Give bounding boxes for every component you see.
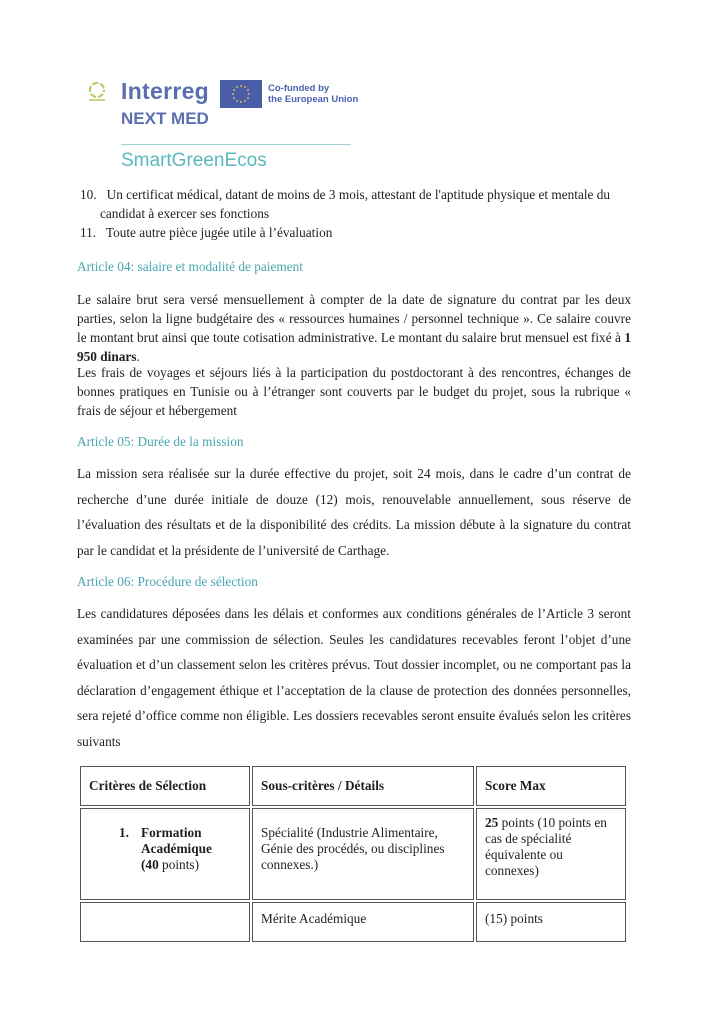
table-header-cell: Score Max [476,766,626,806]
score-cell: 25 points (10 points en cas de spécialité équivalente ou connexes) [476,808,626,900]
salary-amount: 1 950 dinars [77,330,631,364]
article-04-heading: Article 04: salaire et modalité de paiement [77,259,303,274]
table-row [80,902,626,942]
table-header-cell: Critères de Sélection [80,766,250,806]
list-item-continuation: candidat à exercer ses fonctions [100,206,270,221]
article-04-paragraph-1: Le salaire brut sera versé mensuellement à compter de la date de signature du contrat par les deux parties, selon la ligne budgétaire des « ressources humaines / personnel technique ». Ce salaire couvre le montant brut ainsi que toute cotisation administrative. Le montant du salaire brut mensuel est fixé à 1 950 dinars. [77,292,631,364]
criterion-cell [80,902,250,942]
interreg-wordmark: Interreg [121,78,210,104]
program-name: NEXT MED [121,109,209,128]
table-row [80,808,626,900]
project-name: SmartGreenEcos [121,150,267,171]
table-header-cell: Sous-critères / Détails [252,766,474,806]
document-list [80,185,660,242]
score-cell: (15) points [476,902,626,942]
detail-cell: Mérite Académique [252,902,474,942]
logo-divider [121,144,351,145]
article-04-paragraph-2: Les frais de voyages et séjours liés à la participation du postdoctorant à des rencontres, échanges de bonnes pratiques en Tunisie ou à l’étranger sont couverts par le budget du projet, sous la rubrique « frais de séjour et hébergement [77,365,631,418]
article-05-heading: Article 05: Durée de la mission [77,434,244,449]
list-item: 10. Un certificat médical, datant de moins de 3 mois, attestant de l'aptitude physique et mentale du [80,187,611,202]
article-06-paragraph: Les candidatures déposées dans les délais et conformes aux conditions générales de l’Article 3 seront examinées par une commission de sélection. Seules les candidatures recevables feront l’objet d’une évaluation et d’un classement selon les critères prévus. Tout dossier incomplet, ou ne comportant pas la déclaration d’engagement éthique et l’acceptation de la clause de protection des données personnelles, sera rejeté d’office comme non éligible. Les dossiers recevables seront ensuite évalués selon les critères suivants [77,606,631,749]
article-06-heading: Article 06: Procédure de sélection [77,574,258,589]
article-05-paragraph: La mission sera réalisée sur la durée effective du projet, soit 24 mois, dans le cadre d’un contrat de recherche d’une durée initiale de douze (12) mois, renouvelable annuellement, sous réserve de l’évaluation des résultats et de la disponibilité des crédits. La mission débute à la signature du contrat par le candidat et la présidente de l’université de Carthage. [77,466,631,558]
interreg-logo-icon [86,81,108,103]
table-header-row [80,766,626,806]
eu-flag-icon [220,80,262,108]
list-item: 11. Toute autre pièce jugée utile à l’évaluation [80,225,333,240]
eu-cofunded-label: Co-funded by the European Union [268,83,359,105]
detail-cell: Spécialité (Industrie Alimentaire, Génie des procédés, ou disciplines connexes.) [252,808,474,900]
criterion-cell: 1. Formation Académique (40 points) [80,808,250,900]
selection-criteria-table [78,764,628,944]
